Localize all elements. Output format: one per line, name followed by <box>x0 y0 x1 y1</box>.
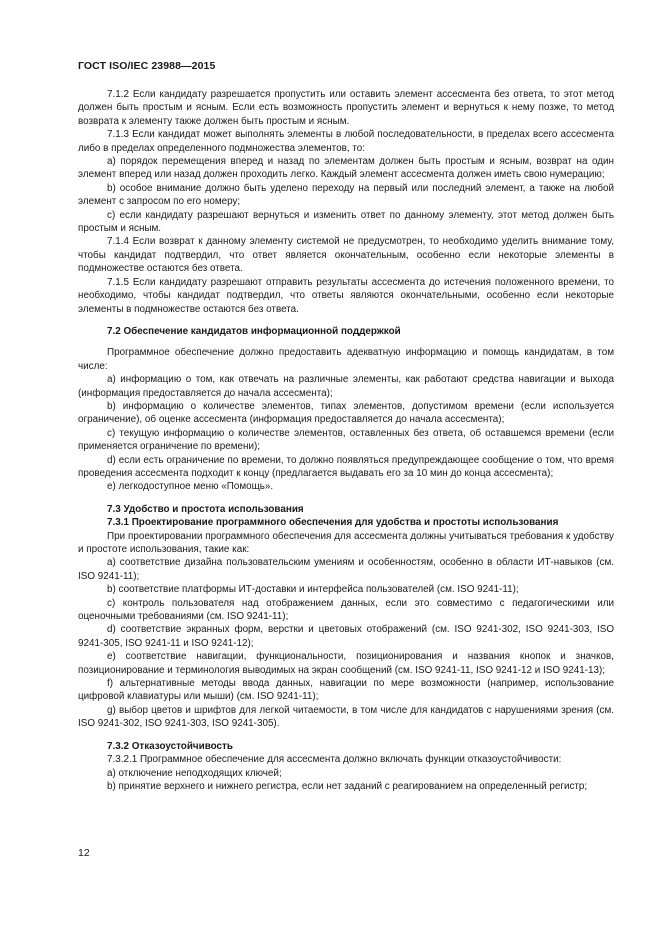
paragraph: а) соответствие дизайна пользовательским умениям и особенностям, особенно в области ИТ-навыков (см. ISO 9241-11); <box>78 557 614 582</box>
paragraph: f) альтернативные методы ввода данных, навигации по мере возможности (например, использование цифровой клавиатуры или мыши) (см. ISO 9241-11); <box>78 678 614 703</box>
paragraph: b) соответствие платформы ИТ-доставки и интерфейса пользователей (см. ISO 9241-11); <box>107 584 519 596</box>
paragraph: 7.1.4 Если возврат к данному элементу системой не предусмотрен, то необходимо уделить внимание тому, чтобы кандидат подтвердил, что ответ является окончательным, особенно если некоторые элементы в подмножестве остаются без ответа. <box>78 236 614 275</box>
section-heading: 7.3.2 Отказоустойчивость <box>107 740 233 752</box>
paragraph: а) информацию о том, как отвечать на различные элементы, как работают средства навигации и выхода (информация предоставляется до начала ассесмента); <box>78 374 614 399</box>
paragraph: Программное обеспечение должно предоставить адекватную информацию и помощь кандидатам, в том числе: <box>78 347 614 372</box>
paragraph: d) соответствие экранных форм, верстки и цветовых отображений (см. ISO 9241-302, ISO 9241-303, ISO 9241-305, ISO 9241-11 и ISO 9241-12); <box>78 624 614 649</box>
paragraph: 7.3.2.1 Программное обеспечение для ассесмента должно включать функции отказоустойчивости: <box>107 754 562 766</box>
paragraph: b) информацию о количестве элементов, типах элементов, допустимом времени (если используется ограничение), об оценке ассесмента (информация предоставляется до начала ассесмента); <box>78 400 614 426</box>
paragraph: а) порядок перемещения вперед и назад по элементам должен быть простым и ясным, возврат на один элемент вперед или назад должен проходить легко. Каждый элемент ассесмента должен иметь свою нумерацию; <box>78 156 614 181</box>
page-number: 12 <box>78 847 90 859</box>
paragraph: е) легкодоступное меню «Помощь». <box>107 481 274 493</box>
section-heading: 7.3 Удобство и простота использования <box>107 503 304 515</box>
section-heading: 7.3.1 Проектирование программного обеспечения для удобства и простоты использования <box>107 517 559 529</box>
paragraph: b) принятие верхнего и нижнего регистра, если нет заданий с реагированием на определенный регистр; <box>107 780 588 792</box>
paragraph: е) соответствие навигации, функциональности, позиционирования и названия кнопок и значков, позиционирование и терминология выводимых на экран сообщений (см. ISO 9241-11, ISO 9241-12 и ISO 9241-13); <box>78 651 614 676</box>
document-body <box>78 88 614 793</box>
paragraph: 7.1.3 Если кандидат может выполнять элементы в любой последовательности, в пределах всего ассесмента либо в пределах определенного подмножества элементов, то: <box>78 129 614 154</box>
paragraph: При проектировании программного обеспечения для ассесмента должны учитываться требования к удобству и простоте использования, такие как: <box>78 530 614 555</box>
document-header: ГОСТ ISO/IEC 23988—2015 <box>78 60 216 72</box>
paragraph: d) если есть ограничение по времени, то должно появляться предупреждающее сообщение о том, что время проведения ассесмента подходит к концу (предлагается выдавать его за 10 мин до конца ассесмента); <box>78 454 614 479</box>
paragraph: с) если кандидату разрешают вернуться и изменить ответ по данному элементу, этот метод должен быть простым и ясным. <box>78 209 614 235</box>
paragraph: 7.1.5 Если кандидату разрешают отправить результаты ассесмента до истечения положенного времени, то необходимо, чтобы кандидат подтвердил, что ответы являются окончательными, особенно если некоторые элементы в подмножестве остаются без ответа. <box>78 276 614 315</box>
section-heading: 7.2 Обеспечение кандидатов информационной поддержкой <box>107 325 401 337</box>
paragraph: b) особое внимание должно быть уделено переходу на первый или последний элемент, а также на любой элемент с запросом по его номеру; <box>78 182 614 208</box>
paragraph: а) отключение неподходящих ключей; <box>107 767 282 779</box>
paragraph: g) выбор цветов и шрифтов для легкой читаемости, в том числе для кандидатов с нарушениями зрения (см. ISO 9241-302, ISO 9241-303, ISO 9241-305). <box>78 704 614 730</box>
paragraph: с) контроль пользователя над отображением данных, если это совместимо с педагогическими или оценочными требованиями (см. ISO 9241-11); <box>78 597 614 623</box>
paragraph: с) текущую информацию о количестве элементов, оставленных без ответа, об оставшемся времени (если применяется ограничение по времени); <box>78 427 614 453</box>
paragraph: 7.1.2 Если кандидату разрешается пропустить или оставить элемент ассесмента без ответа, то этот метод должен быть простым и ясным. Если есть возможность пропустить элемент и вернуться к нему позже, то метод возврата к элементу также должен быть простым и ясным. <box>78 89 614 127</box>
